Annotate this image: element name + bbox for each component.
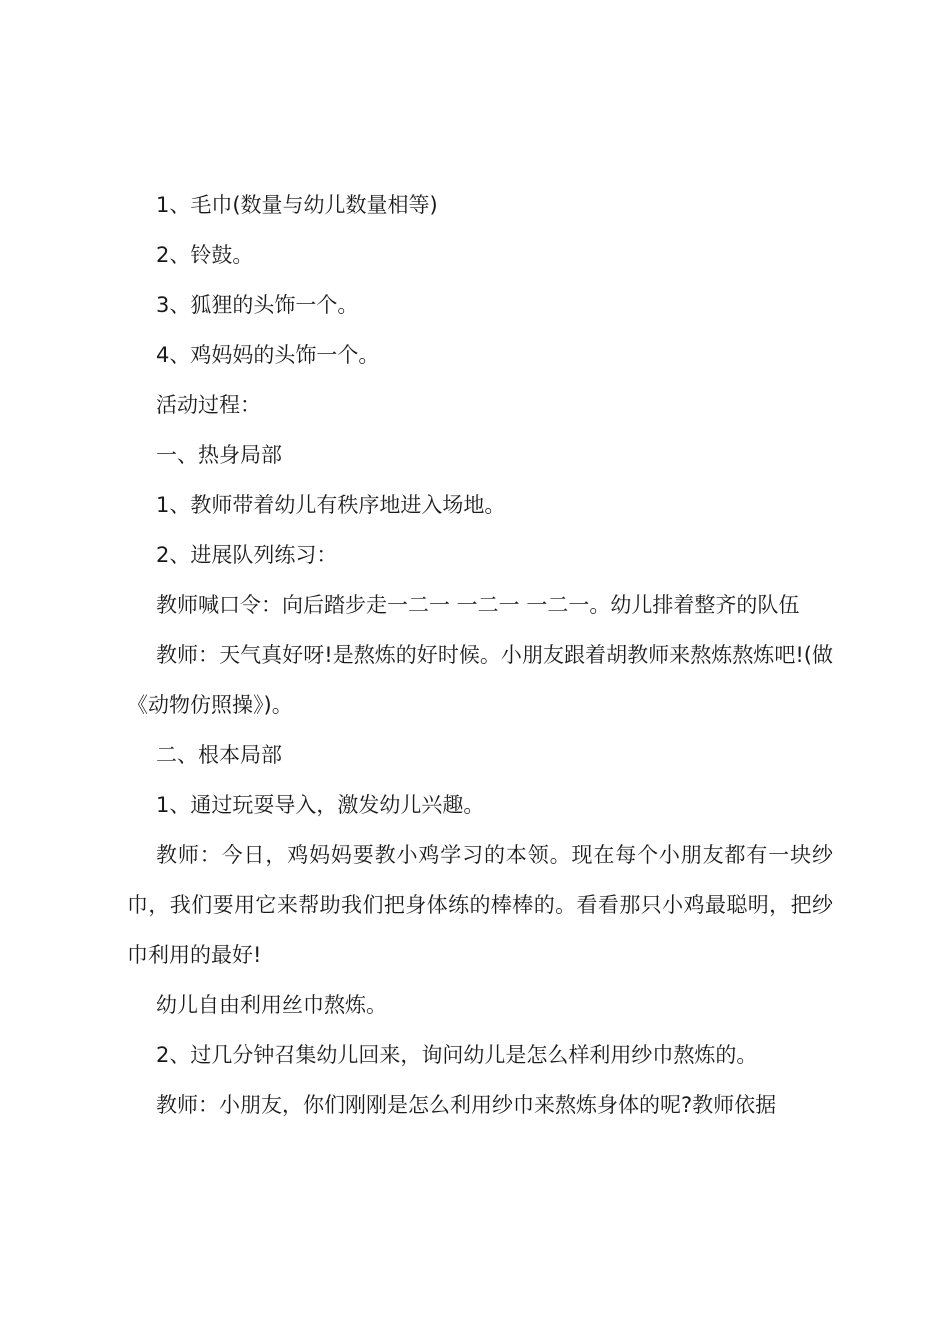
paragraph-material-4: 4、鸡妈妈的头饰一个。: [156, 343, 380, 367]
section-heading-main: 二、根本局部: [156, 743, 282, 767]
document-body: [127, 180, 833, 1130]
paragraph-main-1: 1、通过玩耍导入，激发幼儿兴趣。: [156, 793, 485, 817]
paragraph-free-practice: 幼儿自由利用丝巾熬炼。: [156, 993, 387, 1017]
paragraph-material-3: 3、狐狸的头饰一个。: [156, 293, 359, 317]
paragraph-material-2: 2、铃鼓。: [156, 243, 254, 267]
paragraph-warmup-2: 2、进展队列练习：: [156, 543, 338, 567]
paragraph-command: 教师喊口令：向后踏步走一二一 一二一 一二一。幼儿排着整齐的队伍: [156, 593, 800, 617]
paragraph-main-2: 2、过几分钟召集幼儿回来，询问幼儿是怎么样利用纱巾熬炼的。: [156, 1043, 758, 1067]
paragraph-material-1: 1、毛巾(数量与幼儿数量相等): [156, 193, 438, 217]
section-heading-warmup: 一、热身局部: [156, 443, 282, 467]
section-heading-process: 活动过程：: [156, 393, 261, 417]
paragraph-teacher-exercise: 教师：天气真好呀!是熬炼的好时候。小朋友跟着胡教师来熬炼熬炼吧!(做《动物仿照操》)。: [127, 643, 833, 717]
paragraph-teacher-question: 教师：小朋友，你们刚刚是怎么利用纱巾来熬炼身体的呢?教师依据: [156, 1093, 777, 1117]
paragraph-warmup-1: 1、教师带着幼儿有秩序地进入场地。: [156, 493, 506, 517]
paragraph-teacher-scarf: 教师：今日，鸡妈妈要教小鸡学习的本领。现在每个小朋友都有一块纱巾，我们要用它来帮助我们把身体练的棒棒的。看看那只小鸡最聪明，把纱巾利用的最好!: [127, 843, 833, 967]
